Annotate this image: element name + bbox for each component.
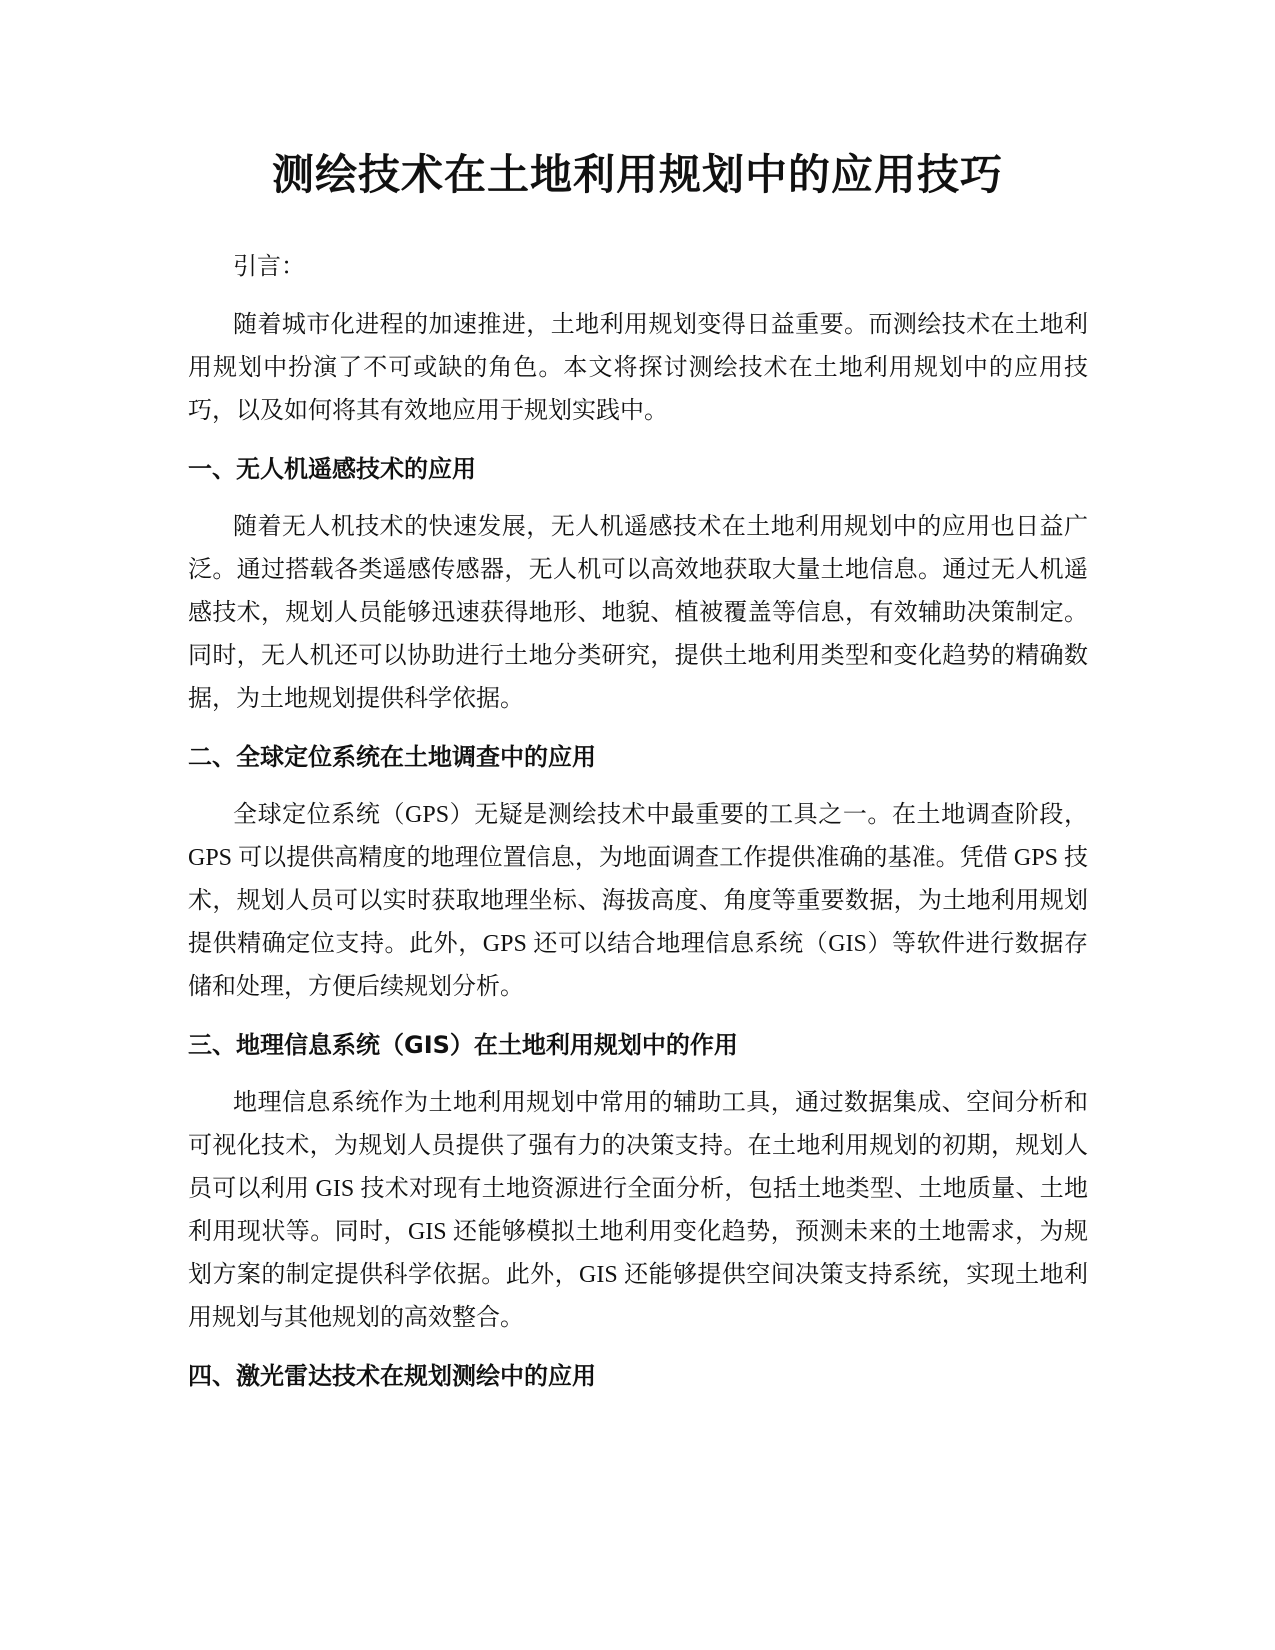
document-body bbox=[188, 246, 1088, 1413]
document-title: 测绘技术在土地利用规划中的应用技巧 bbox=[271, 150, 1003, 199]
section-paragraph-2: 全球定位系统（GPS）无疑是测绘技术中最重要的工具之一。在土地调查阶段，GPS 可以提供高精度的地理位置信息，为地面调查工作提供准确的基准。凭借 GPS 技术，规划人员可以实时获取地理坐标、海拔高度、角度等重要数据，为土地利用规划提供精确定位支持。此外，GPS 还可以结合地理信息系统（GIS）等软件进行数据存储和处理，方便后续规划分析。 bbox=[188, 802, 1088, 1000]
intro-label: 引言： bbox=[233, 254, 305, 280]
section-heading-3: 三、地理信息系统（GIS）在土地利用规划中的作用 bbox=[188, 1031, 738, 1059]
section-heading-1: 一、无人机遥感技术的应用 bbox=[188, 455, 476, 483]
section-paragraph-3: 地理信息系统作为土地利用规划中常用的辅助工具，通过数据集成、空间分析和可视化技术，为规划人员提供了强有力的决策支持。在土地利用规划的初期，规划人员可以利用 GIS 技术对现有土地资源进行全面分析，包括土地类型、土地质量、土地利用现状等。同时，GIS 还能够模拟土地利用变化趋势，预测未来的土地需求，为规划方案的制定提供科学依据。此外，GIS 还能够提供空间决策支持系统，实现土地利用规划与其他规划的高效整合。 bbox=[188, 1090, 1088, 1331]
section-heading-2: 二、全球定位系统在土地调查中的应用 bbox=[188, 743, 596, 771]
intro-paragraph: 随着城市化进程的加速推进，土地利用规划变得日益重要。而测绘技术在土地利用规划中扮演了不可或缺的角色。本文将探讨测绘技术在土地利用规划中的应用技巧，以及如何将其有效地应用于规划实践中。 bbox=[188, 312, 1088, 424]
section-heading-4: 四、激光雷达技术在规划测绘中的应用 bbox=[188, 1362, 596, 1390]
section-paragraph-1: 随着无人机技术的快速发展，无人机遥感技术在土地利用规划中的应用也日益广泛。通过搭载各类遥感传感器，无人机可以高效地获取大量土地信息。通过无人机遥感技术，规划人员能够迅速获得地形、地貌、植被覆盖等信息，有效辅助决策制定。同时，无人机还可以协助进行土地分类研究，提供土地利用类型和变化趋势的精确数据，为土地规划提供科学依据。 bbox=[188, 514, 1088, 712]
